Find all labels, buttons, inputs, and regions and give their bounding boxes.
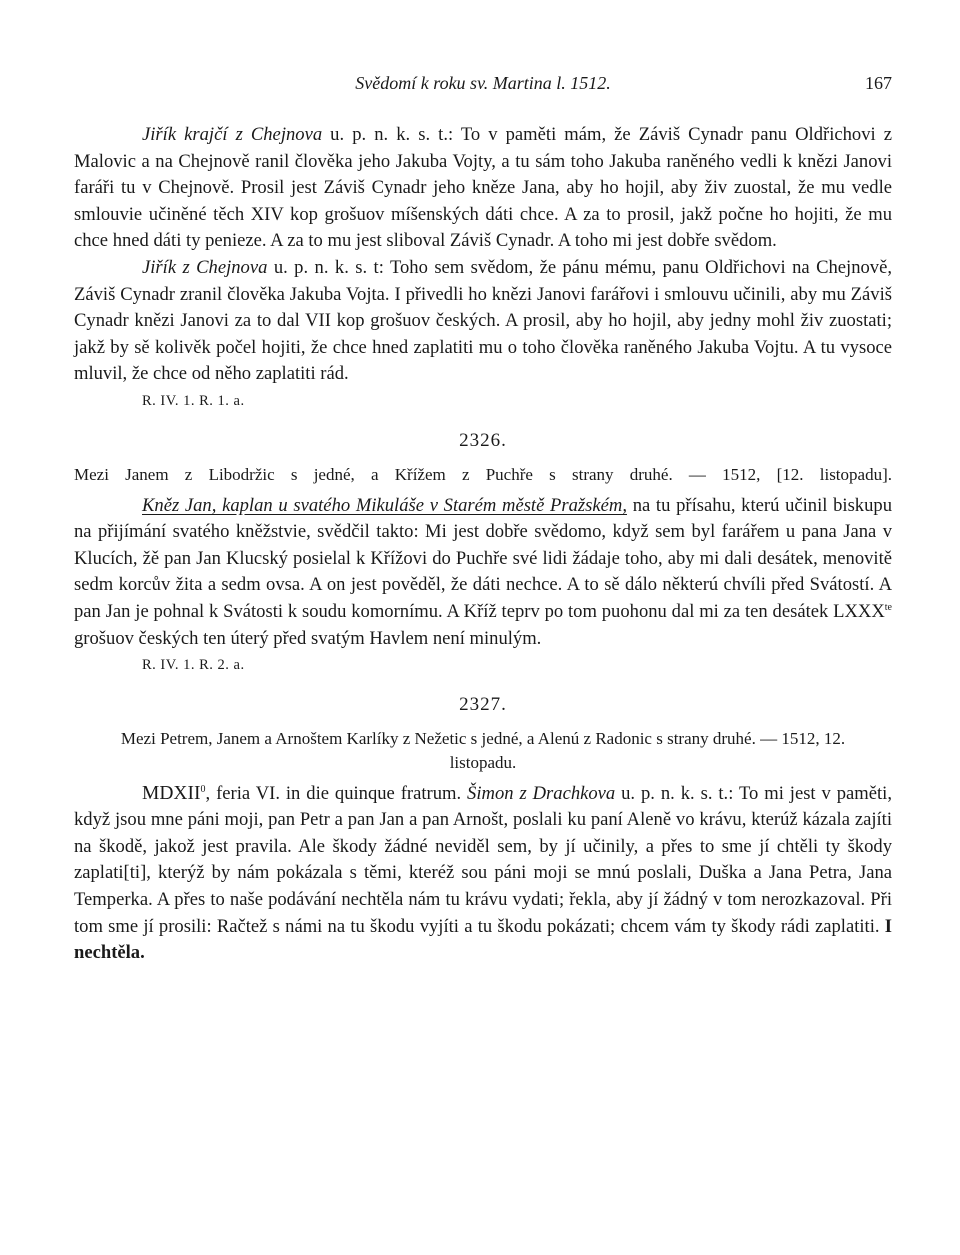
witness-name: Šimon z Drachkova [467, 782, 616, 804]
testimony-paragraph [74, 255, 892, 388]
document-regest: Mezi Janem z Libodržic s jedné, a Křížem z Puchře s strany druhé. — 1512, [12. listopadu]. [74, 464, 892, 484]
document-regest: Mezi Petrem, Janem a Arnoštem Karlíky z Nežetic s jedné, a Alenú z Radonic s strany druhé. — 1512, 12. listopadu. [120, 728, 846, 772]
witness-name: Kněz Jan, kaplan u svatého Mikuláše v Starém městě Pražském, [142, 494, 627, 516]
testimony-text: u. p. n. k. s. t: Toho sem svědom, že pánu mému, panu Oldřichovi na Chejnově, Záviš Cynadr zranil člověka Jakuba Vojta. I přivedli ho knězi Janovi farářovi i smlouvu učinili, aby mu Záviš Cynadr knězi Janovi za to dal VII kop grošuov českých. A prosil, aby ho hojil, aby jedny mohl živ zuostati; jakž by sě kolivěk počel hojiti, že chce hned zaplatiti mu o toho člověka raněného Jakuba Vojtu. A tu vysoce mluvil, že chce od něho zaplatiti rád. [74, 256, 892, 385]
running-title: Svědomí k roku sv. Martina l. 1512. [355, 73, 611, 93]
testimony-paragraph [74, 781, 892, 967]
witness-name: Jiřík krajčí z Chejnova [142, 124, 323, 145]
superscript: te [884, 601, 892, 613]
document-number: 2326. [459, 429, 507, 451]
archive-signature: R. IV. 1. R. 1. a. [142, 392, 245, 409]
testimony-ending: I nechtěla. [74, 915, 892, 964]
witness-name: Jiřík z Chejnova [142, 256, 268, 278]
testimony-text: u. p. n. k. s. t.: To v paměti mám, že Záviš Cynadr panu Oldřichovi z Malovic a na Chejnově ranil člověka jeho Jakuba Vojty, a tu sám toho Jakuba raněného vedli k knězi Janovi faráři tu v Chejnově. Prosil jest Záviš Cynadr jeho kněze Jana, aby ho hojil, aby živ zuostal, že mu vedle smlouvie učiněné těch XIV kop grošuov míšenských dáti chce. A za to prosil, jakž počne ho hojiti, že mu chce hned dáti ty penieze. A za to mu jest sliboval Záviš Cynadr. A toho mi jest dobře svědom. [74, 124, 892, 252]
running-head [74, 70, 892, 100]
testimony-text: u. p. n. k. s. t.: To mi jest v paměti, když jsou mne páni moji, pan Petr a pan Jan a pan Arnošt, poslali ku paní Aleně vo krávu, kterúž kázala zajíti na škodě, jakož jest pravila. Ale škody žádné neviděl sem, by jí učinily, a přes to sme jí chtěli ty škody zaplati[ti], kterýž by nám pokázala s těmi, kteréž sou páni moji se mnú poslali, Duška a Jana Petra, Jana Temperka. A přes to naše podávání nechtěla nám tu krávu vydati; řekla, aby jí žádný v tom nerozkazoval. Při tom sme jí prosili: Račtež s námi na tu škodu vyjíti a tu škodu pokázati; chcem vám ty škody rádi zaplatiti. [74, 782, 892, 937]
testimony-paragraph [74, 122, 892, 255]
testimony-text: grošuov českých ten úterý před svatým Havlem není minulým. [74, 627, 542, 649]
testimony-text: na tu přísahu, kterú učinil biskupu na přijímání svatého kněžstvie, svědčil takto: Mi jest dobře svědomo, když sem byl farářem u pana Jana v Klucích, žě pan Jan Klucský posielal k Křížovi do Puchře své lidi žádaje toho, aby mi dali desátek, menovitě sedm korcův žita a sedm ovsa. A on jest pověděl, že dáti nechce. A to sě dálo některú chvíli před Svátostí. A pan Jan je pohnal k Svátosti k soudu komornímu. A Kříž teprv po tom puohonu dal mi za ten desátek LXXX [74, 494, 892, 622]
page-number: 167 [865, 73, 892, 93]
document-number: 2327. [459, 694, 507, 716]
testimony-paragraph [74, 493, 892, 653]
date-text: , feria VI. in die quinque fratrum. [205, 782, 468, 804]
date-lead: MDXII [142, 782, 201, 804]
superscript: 0 [200, 783, 206, 795]
archive-signature: R. IV. 1. R. 2. a. [142, 657, 245, 674]
